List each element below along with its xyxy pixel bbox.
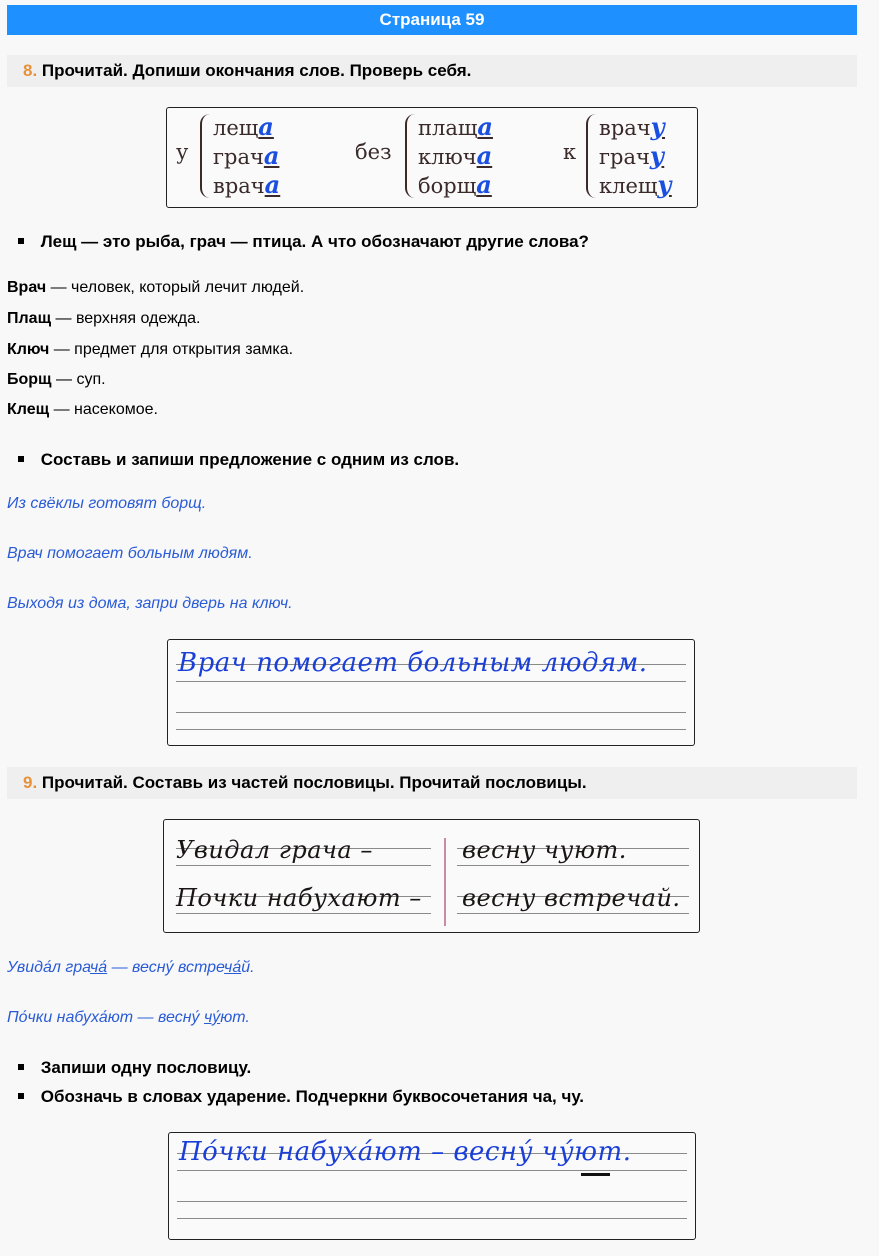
page-title: Страница 59 <box>379 10 485 29</box>
word: врача <box>213 170 281 199</box>
proverb-part-left: Увидал грача – <box>176 836 373 864</box>
proverb-parts-image <box>163 819 700 933</box>
answer-sentence: Выходя из дома, запри дверь на ключ. <box>7 595 293 612</box>
ruled-line <box>177 1201 687 1202</box>
task-8-header <box>7 55 857 87</box>
proverb-part-right: весну чуют. <box>462 836 627 864</box>
ruled-line <box>176 913 431 914</box>
ruled-line <box>176 729 686 730</box>
word: врачу <box>599 112 666 141</box>
endings-table <box>166 107 698 208</box>
brace-icon <box>405 114 416 198</box>
word: клещу <box>599 170 672 199</box>
ruled-line <box>176 865 431 866</box>
word: ключа <box>418 141 493 170</box>
proverb-answer: Увида́л грача́ — весну́ встреча́й. <box>7 959 255 976</box>
ruled-line <box>457 865 689 866</box>
definition-item: Борщ — суп. <box>7 371 106 388</box>
task-title: Прочитай. Допиши окончания слов. Проверь себя. <box>41 61 472 80</box>
task-9-header <box>7 767 857 799</box>
question-bullet: Лещ — это рыба, грач — птица. А что обозначают другие слова? <box>18 231 589 253</box>
instruction-bullet: Запиши одну пословицу. <box>18 1057 251 1079</box>
divider <box>444 838 446 926</box>
word-group <box>418 112 493 199</box>
handwritten-sentence: Врач помогает больным людям. <box>178 648 648 678</box>
ruled-line <box>176 681 686 682</box>
answer-sentence: Из свёклы готовят борщ. <box>7 495 207 512</box>
brace-icon <box>200 114 211 198</box>
task-title: Прочитай. Составь из частей пословицы. Прочитай пословицы. <box>41 773 587 792</box>
task-number: 8. <box>23 61 38 80</box>
word: борща <box>418 170 492 199</box>
proverb-part-right: весну встречай. <box>462 884 681 912</box>
word: грача <box>213 141 280 170</box>
page-header <box>7 5 857 35</box>
proverb-part-left: Почки набухают – <box>176 884 422 912</box>
proverb-answer: По́чки набуха́ют — весну́ чу́ют. <box>7 1009 250 1026</box>
preposition: у <box>176 140 189 164</box>
word: плаща <box>418 112 493 141</box>
handwriting-box <box>167 639 695 746</box>
instruction-bullet: Обозначь в словах ударение. Подчеркни буквосочетания ча, чу. <box>18 1086 584 1108</box>
word-group <box>599 112 672 199</box>
task-number: 9. <box>23 773 38 792</box>
definition-item: Врач — человек, который лечит людей. <box>7 279 305 296</box>
question-bullet: Составь и запиши предложение с одним из слов. <box>18 449 459 471</box>
ruled-line <box>177 1218 687 1219</box>
word: леща <box>213 112 274 141</box>
brace-icon <box>586 114 597 198</box>
word: грачу <box>599 141 665 170</box>
underline-mark <box>581 1173 610 1176</box>
preposition: к <box>563 140 577 164</box>
definition-item: Ключ — предмет для открытия замка. <box>7 341 294 358</box>
handwriting-box <box>168 1132 696 1240</box>
handwritten-proverb: По́чки набуха́ют – весну́ чу́ют. <box>179 1137 632 1167</box>
ruled-line <box>457 913 689 914</box>
definition-item: Клещ — насекомое. <box>7 401 158 418</box>
preposition: без <box>355 140 392 164</box>
word-group <box>213 112 280 199</box>
definition-item: Плащ — верхняя одежда. <box>7 310 201 327</box>
answer-sentence: Врач помогает больным людям. <box>7 545 253 562</box>
ruled-line <box>177 1170 687 1171</box>
ruled-line <box>176 712 686 713</box>
